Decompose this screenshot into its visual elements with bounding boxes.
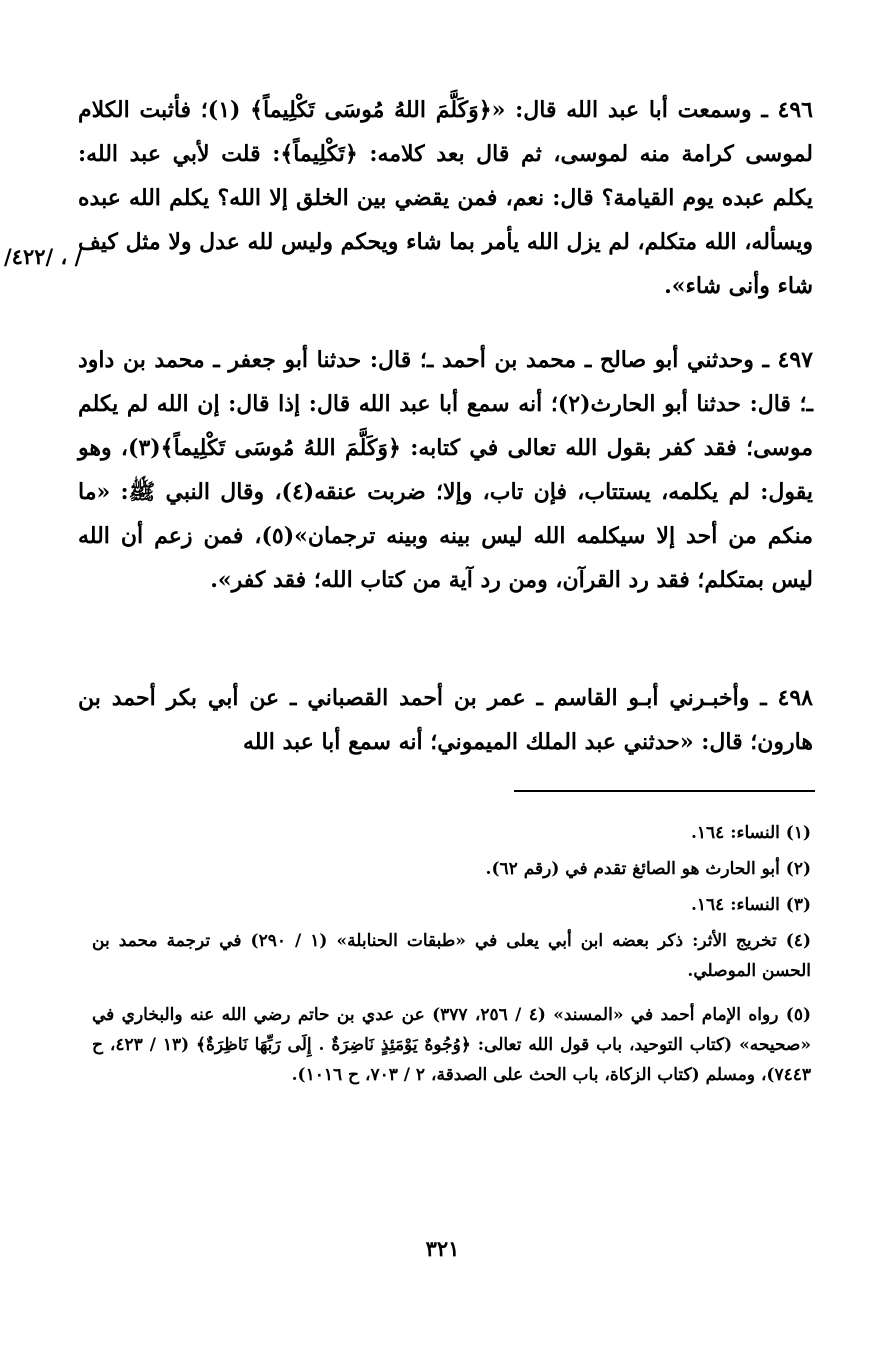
footnote-1: (١) النساء: ١٦٤. (690, 823, 811, 843)
paragraph-496: ٤٩٦ ـ وسمعت أبا عبد الله قال: «﴿وَكَلَّمَ اللهُ مُوسَى تَكْلِيماً﴾ (١)؛ فأثبت الكلام لموسى كرامة منه لموسى، ثم قال بعد كلامه: ﴿تَكْلِيماً﴾: قلت لأبي عبد الله: يكلم عبده يوم القيامة؟ قال: نعم، فمن يقضي بين الخلق إلا الله؟ يكلم الله عبده ويسأله، الله متكلم، لم يزل الله يأمر بما شاء ويحكم وليس لله عدل ولا مثل كيف شاء وأنى شاء». (78, 97, 813, 299)
footnote-separator (514, 790, 815, 792)
paragraph-498: ٤٩٨ ـ وأخبـرني أبـو القاسم ـ عمر بن أحمد القصباني ـ عن أبي بكر أحمد بن هارون؛ قال: «حدثني عبد الملك الميموني؛ أنه سمع أبا عبد الله (78, 685, 813, 755)
paragraph-497: ٤٩٧ ـ وحدثني أبو صالح ـ محمد بن أحمد ـ؛ قال: حدثنا أبو جعفر ـ محمد بن داود ـ؛ قال: حدثنا أبو الحارث(٢)؛ أنه سمع أبا عبد الله قال: إذا قال: إن الله لم يكلم موسى؛ فقد كفر بقول الله تعالى في كتابه: ﴿وَكَلَّمَ اللهُ مُوسَى تَكْلِيماً﴾(٣)، وهو يقول: لم يكلمه، يستتاب، فإن تاب، وإلا؛ ضربت عنقه(٤)، وقال النبي ﷺ: «ما منكم من أحد إلا سيكلمه الله ليس بينه وبينه ترجمان»(٥)، فمن زعم أن الله ليس بمتكلم؛ فقد رد القرآن، ومن رد آية من كتاب الله؛ فقد كفر». (78, 347, 813, 593)
footnote-3: (٣) النساء: ١٦٤. (690, 895, 811, 915)
footnotes (92, 818, 825, 1104)
page-number: ٣٢١ (425, 1236, 460, 1261)
margin-page-reference: / ، /٤٢٢/ (4, 244, 83, 269)
footnote-4: (٤) تخريج الأثر: ذكر بعضه ابن أبي يعلى في «طبقات الحنابلة» (١ / ٢٩٠) في ترجمة محمد بن الحسن الموصلي. (92, 931, 811, 981)
footnote-5: (٥) رواه الإمام أحمد في «المسند» (٤ / ٢٥٦، ٣٧٧) عن عدي بن حاتم رضي الله عنه والبخاري في «صحيحه» (كتاب التوحيد، باب قول الله تعالى: ﴿وُجُوهٌ يَوْمَئِذٍ نَاضِرَةٌ . إِلَى رَبِّهَا نَاظِرَةٌ﴾ (١٣ / ٤٢٣، ح ٧٤٤٣)، ومسلم (كتاب الزكاة، باب الحث على الصدقة، ٢ / ٧٠٣، ح ١٠١٦). (92, 1005, 812, 1085)
footnote-2: (٢) أبو الحارث هو الصائغ تقدم في (رقم ٦٢). (485, 859, 811, 879)
